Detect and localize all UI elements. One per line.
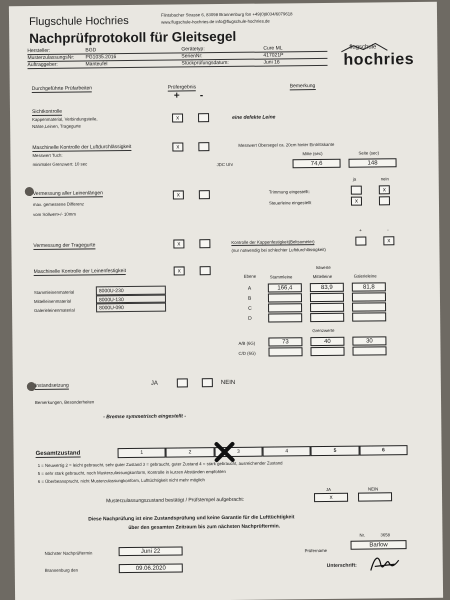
info-label: Gerätetyp: [181,46,205,53]
luft-plus-checkbox[interactable]: x [172,142,183,151]
mitte-label: Mitte (sec) [302,150,323,157]
condition-cell[interactable]: 2 [166,447,214,458]
bemerkungen-label: Bemerkungen, Besonderheiten [35,399,95,406]
trage-minus-checkbox[interactable] [199,239,210,248]
section-line: minimaler Grenzwert: 10 sec [32,161,88,168]
page-title: Nachprüfprotokoll für Gleitsegel [29,28,237,47]
material-value: 8000U-230 [96,286,166,295]
value-cell[interactable] [352,302,386,311]
condition-number: 3 [236,448,240,455]
header-work: Durchgeführte Prüfarbeiten [31,85,93,93]
header-result: Prüfergebnis [167,84,197,91]
istwerte-label: Istwerte [315,264,331,271]
muster-ja-box[interactable]: x [314,493,348,502]
level-c: C [248,305,252,312]
info-value: 417021P [263,52,284,59]
value-cell[interactable] [310,303,344,312]
grenz-cd-galerie[interactable] [352,346,386,355]
info-label: Auftraggeber: [27,61,58,69]
grenz-ab-mittel[interactable]: 40 [310,337,344,346]
guarantee-line: Diese Nachprüfung ist eine Zustandsprüfung und keine Garantie für die Lufttüchtigkeit [88,514,295,523]
next-date-label: Nächster Nachprüftermin [44,550,93,556]
date-value[interactable]: 09.06.2020 [119,563,183,573]
value-cell[interactable] [310,313,344,322]
sicht-minus-checkbox[interactable] [198,113,209,122]
col-galerieleine: Galerieleine [353,273,377,279]
musterzulassung-label: Musterzulassungszustand bestätigt / Prüfstempel aufgebracht: [106,496,245,505]
materials-table [96,286,166,313]
pruefer-label: Prüfername [304,547,328,554]
section-tragegurte: Vermessung der Tragegurte [33,242,96,250]
steuer-ja-checkbox[interactable]: x [351,197,362,206]
grenz-cd-stamm[interactable] [268,347,302,356]
section-leinenlaengen: Vermessung aller Leinenlängen [32,190,103,198]
ja-label: JA [325,486,332,492]
info-value: Cure ML [263,45,283,52]
value-cell[interactable] [268,303,302,312]
ab-label: A/B (6G) [238,340,256,346]
address: Flintsbacher Strasse 6, 83098 Brannenburg fon +49(0)8034/6079618 [160,11,293,18]
minus-sign: - [387,227,389,233]
material-label: Galerieleinenmaterial [34,307,75,314]
info-label: Stückprüfungsdatum: [181,59,229,67]
leinen-minus-checkbox[interactable] [199,190,210,199]
nr-value: 3658 [380,532,391,538]
col-stammleine: Stammleine [269,274,293,280]
value-cell[interactable]: 166,4 [268,283,302,292]
value-cell[interactable]: 81,8 [352,282,386,291]
gesamtzustand-label: Gesamtzustand [35,450,81,458]
trimm-label: Trimmung eingestellt: [268,189,310,195]
festigkeit-minus-checkbox[interactable] [200,266,211,275]
legend-line: 6 = Überbeansprucht, nicht Musterzulassungkonform, Lufttüchtigkeit nicht mehr möglich [37,477,205,484]
info-label: SerienNr: [181,53,203,60]
grenzwerte-label: Grenzwerte [312,327,335,334]
remark-note: - Bremse symmetrisch eingestellt - [103,413,187,421]
section-instandsetzung: Instandsetzung [34,382,69,390]
material-value: 8000U-130 [96,294,166,303]
muster-nein-box[interactable] [358,492,392,501]
contact: www.flugschule-hochries.de info@flugschule-hochries.de [161,18,270,25]
condition-cell[interactable]: 4 [263,446,311,457]
nein-label: NEIN [367,486,379,492]
value-cell[interactable] [310,293,344,302]
info-table [27,45,327,69]
uhr-label: JDC Uhr [216,161,234,168]
nein-label: nein [380,176,389,182]
info-label: MusterzulassungsNr: [27,54,75,62]
info-value: BGD [85,47,97,54]
pruefer-value[interactable]: Barlow [351,540,407,550]
school-logo [339,42,427,71]
luft-minus-checkbox[interactable] [198,142,209,151]
info-value: PG1035.2016 [85,54,117,61]
cd-label: C/D (6G) [238,350,256,356]
section-line: Nähte,Leinen, Tragegurte [32,123,81,130]
ja-label: JA [150,380,158,387]
place-label: Brannenburg den [44,567,79,573]
nr-label: Nr. [359,532,365,538]
sicht-remark: eine defekte Leine [232,114,276,121]
seite-label: Seite (sec) [358,150,380,156]
steuer-label: Steuerleine eingestellt [268,200,312,206]
leinen-plus-checkbox[interactable]: x [173,190,184,199]
minus-sign: - [199,90,204,102]
condition-scale [118,445,408,458]
next-date-value[interactable]: Juni 22 [119,546,183,556]
signature-label: Unterschrift: [326,562,357,569]
section-sichtkontrolle: Sichtkontrolle [31,108,63,116]
info-value: Juni 16 [263,59,280,66]
condition-cell[interactable]: 6 [359,445,407,456]
instand-ja-checkbox[interactable] [177,378,188,387]
steuer-nein-checkbox[interactable] [379,196,390,205]
mitte-value[interactable]: 74,6 [293,159,341,169]
plus-sign: + [173,90,180,102]
protocol-sheet [9,2,443,600]
material-label: Stammleinenmaterial [33,289,75,296]
cross-mark-icon [213,441,235,463]
value-cell[interactable] [352,292,386,301]
condition-cell[interactable]: 1 [118,448,166,459]
level-b: B [247,295,252,302]
kappen-minus-checkbox[interactable]: x [383,236,394,245]
section-line: vom Sollwert+/- 10mm [33,211,76,218]
info-value: Manteufel [85,61,108,68]
info-label: Hersteller: [27,47,51,55]
value-cell[interactable] [268,293,302,302]
ebene-label: Ebene [243,273,257,279]
sicht-plus-checkbox[interactable]: x [172,113,183,122]
ja-label: ja [352,176,357,182]
instand-nein-checkbox[interactable] [202,378,213,387]
kappen-label: Kontrolle der Kappenfestigkeit(Beltsometer) [231,239,315,245]
trimm-nein-checkbox[interactable]: x [379,185,390,194]
level-d: D [248,315,252,322]
value-cell[interactable]: 83,9 [310,283,344,292]
guarantee-line: über den gesamten Zeitraum bis zum nächsten Nachprüftermin. [128,523,281,532]
material-value: 8000U-090 [96,303,166,312]
col-mittelleine: Mittelleine [312,273,333,280]
section-leinenfestigkeit: Maschinelle Kontrolle der Leinenfestigkeit [33,268,126,276]
grenz-ab-galerie[interactable]: 30 [352,336,386,345]
value-cell[interactable] [268,313,302,322]
section-line: Messwert Tuch: [32,152,63,159]
value-cell[interactable] [352,312,386,321]
luft-remark: Messwert Obersegel ca. 20cm hinter Eintrittskante [238,141,335,148]
signature-icon [365,550,405,576]
school-name: Flugschule Hochries [28,15,129,29]
festigkeit-plus-checkbox[interactable]: x [174,266,185,275]
trage-plus-checkbox[interactable]: x [173,239,184,248]
header-remark: Bemerkung [289,83,316,90]
logo-small-text: flugschule [349,44,377,51]
legend-line: 1 = Neuwertig 2 = leicht gebraucht, sehr guter Zustand 3 = gebraucht, guter Zustand 4 = stark gebraucht, ausreichender Zustand [37,460,283,468]
section-luftdurchlaessigkeit: Maschinelle Kontrolle der Luftdurchlässigkeit [32,143,132,152]
legend-line: 5 = sehr stark gebraucht, noch Musterzulassungkonform, Kontrolle in kurzen Abständen empfohlen [37,469,226,476]
material-label: Mittelleinenmaterial [33,298,72,305]
condition-cell-selected[interactable] [214,447,262,458]
section-line: max. gemessene Differenz [32,201,85,208]
level-a: A [247,285,252,292]
condition-cell[interactable]: 5 [311,446,359,457]
kappen-plus-checkbox[interactable] [355,237,366,246]
nein-label: NEIN [220,379,236,387]
section-line: Kappenmaterial, Verbindungsteile, [32,116,98,123]
kappen-note: (nur notwendig bei schlechter Luftdurchlässigkeit) [231,246,326,253]
plus-sign: + [359,227,362,233]
grenz-cd-mittel[interactable] [310,347,344,356]
logo-big-text: hochries [343,51,415,69]
trimm-ja-checkbox[interactable] [351,186,362,195]
seite-value[interactable]: 148 [349,158,397,168]
grenz-ab-stamm[interactable]: 73 [268,337,302,346]
